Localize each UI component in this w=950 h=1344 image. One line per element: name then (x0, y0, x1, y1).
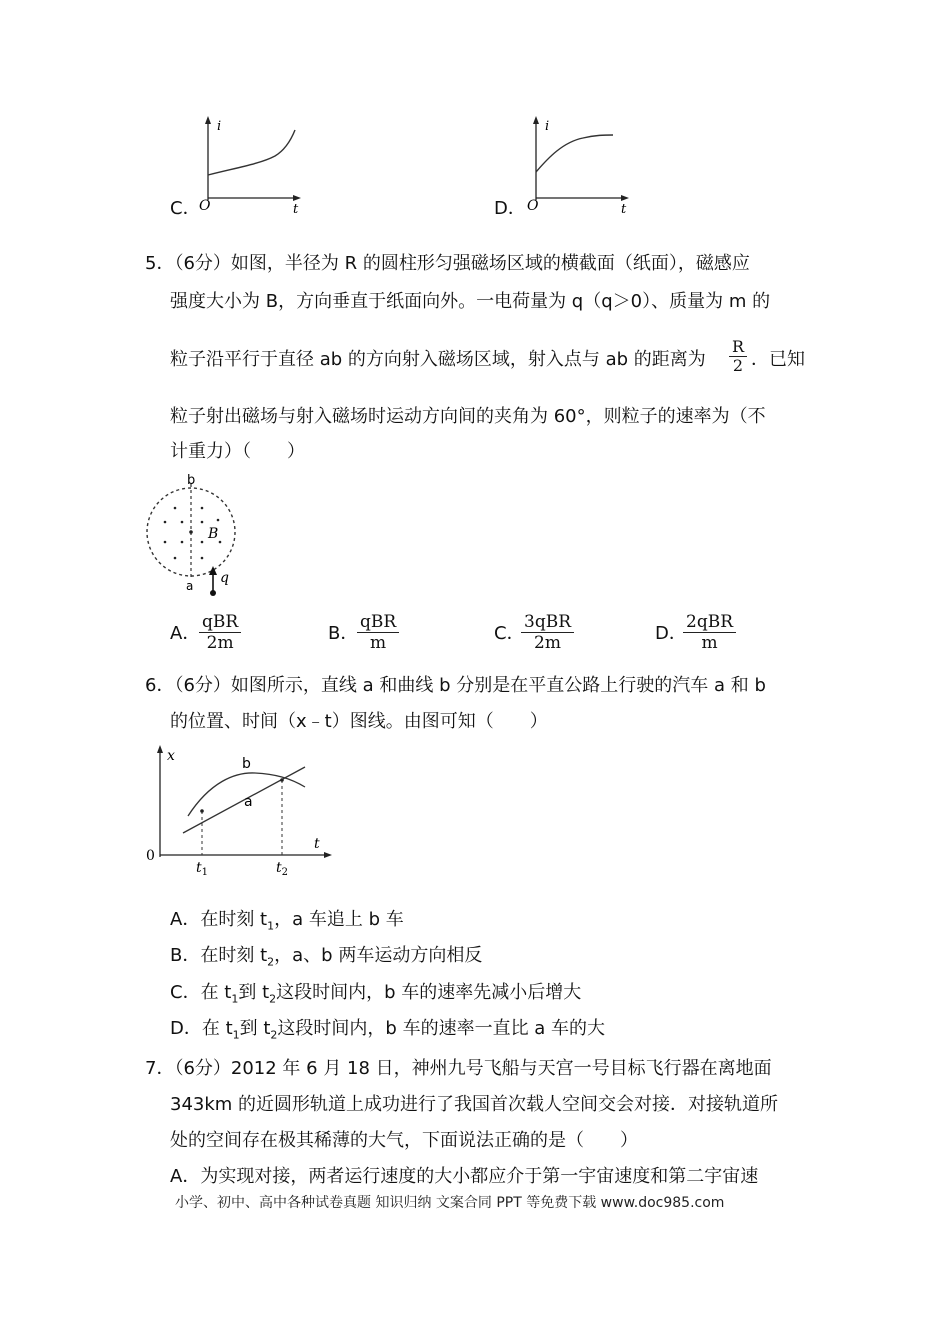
footer-watermark: 小学、初中、高中各种试卷真题 知识归纳 文案合同 PPT 等免费下载 www.doc985.com (175, 1195, 725, 1211)
q6-option-d-sub2: 2 (270, 1028, 278, 1042)
graph-c-origin: O (199, 198, 211, 214)
q6-t1-label: $t_1$ (196, 860, 209, 878)
q6-option-b (170, 944, 482, 975)
q6-option-d (170, 1017, 605, 1048)
graph-d-axis-x: t (621, 202, 627, 217)
graph-d-y-arrow (533, 116, 539, 124)
q6-intersection-2 (280, 778, 284, 782)
q6-y-arrow (157, 745, 163, 753)
q6-option-c (170, 981, 581, 1012)
q6-option-d-sub1: 1 (232, 1028, 240, 1042)
q5-option-c-fraction (521, 612, 574, 653)
q5-fraction-r-over-2 (729, 338, 747, 375)
graph-c-label: C． (170, 198, 201, 219)
q5-option-a-fraction (199, 612, 241, 653)
q6-label-a: a (244, 794, 253, 810)
q5-label-q: q (220, 570, 229, 586)
q5-option-d-den: m (701, 633, 718, 653)
q6-option-a (170, 908, 404, 939)
q5-label-B: B (208, 526, 219, 542)
q7-line-1: 7．（6分）2012 年 6 月 18 日，神州九号飞船与天宫一号目标飞行器在离地面 (145, 1058, 772, 1079)
q6-axis-t-label: t (314, 836, 320, 852)
q7-line-2: 343km 的近圆形轨道上成功进行了我国首次载人空间交会对接．对接轨道所 (170, 1094, 779, 1115)
q6-option-a-post: ，a 车追上 b 车 (274, 909, 404, 930)
q5-option-d-fraction (683, 612, 736, 653)
graph-d-curve (536, 135, 613, 172)
q5-option-b-label: B． (328, 623, 359, 644)
graph-c-axis-y: i (217, 119, 222, 134)
q6-option-d-post: 这段时间内，b 车的速率一直比 a 车的大 (277, 1018, 606, 1039)
q5-option-b-den: m (370, 633, 387, 653)
q7-option-a: A．为实现对接，两者运行速度的大小都应介于第一宇宙速度和第二宇宙速 (170, 1166, 759, 1187)
q6-option-b-sub: 2 (267, 955, 275, 969)
q5-velocity-arrowhead (209, 566, 217, 575)
q5-label-a: a (186, 579, 194, 593)
q5-option-c-label: C． (494, 623, 525, 644)
q5-line-2: 强度大小为 B，方向垂直于纸面向外。一电荷量为 q（q＞0）、质量为 m 的 (170, 291, 771, 312)
graph-c-curve (208, 130, 295, 175)
q6-option-d-mid: 到 t (239, 1018, 271, 1039)
q5-line-5: 计重力）（ ） (170, 441, 305, 462)
q6-option-a-pre: A．在时刻 t (170, 909, 268, 930)
q6-axis-x-label: x (167, 748, 175, 764)
q6-option-c-sub2: 2 (269, 992, 277, 1006)
q6-label-b: b (242, 756, 251, 772)
q5-option-b-fraction (357, 612, 399, 653)
graph-d-label: D． (494, 198, 526, 219)
q6-intersection-1 (200, 809, 204, 813)
q6-option-b-post: ，a、b 两车运动方向相反 (274, 945, 483, 966)
graph-c-y-arrow (205, 116, 211, 124)
graph-c-x-arrow (293, 195, 301, 201)
q5-option-a-label: A． (170, 623, 201, 644)
q6-line-1: 6．（6分）如图所示，直线 a 和曲线 b 分别是在平直公路上行驶的汽车 a 和 b (145, 675, 766, 696)
q5-charge-dot (210, 590, 216, 596)
graph-c-figure (195, 110, 310, 220)
graph-d-figure (523, 110, 638, 220)
q6-option-c-mid: 到 t (238, 982, 270, 1003)
q6-line-2: 的位置、时间（x﹣t）图线。由图可知（ ） (170, 711, 548, 732)
q5-option-c-den: 2m (534, 633, 561, 653)
q5-frac-den: 2 (732, 356, 744, 375)
graph-d-axis-y: i (545, 119, 550, 134)
q7-line-3: 处的空间存在极其稀薄的大气，下面说法正确的是（ ） (170, 1130, 638, 1151)
q5-frac-num: R (732, 337, 745, 356)
q5-line-3: 粒子沿平行于直径 ab 的方向射入磁场区域，射入点与 ab 的距离为 (170, 349, 706, 370)
q5-magnetic-field-figure (140, 470, 250, 600)
graph-d-origin: O (527, 198, 539, 214)
q6-t2-label: $t_2$ (276, 860, 289, 878)
q5-line-4: 粒子射出磁场与射入磁场时运动方向间的夹角为 60°，则粒子的速率为（不 (170, 406, 766, 427)
q6-option-b-pre: B．在时刻 t (170, 945, 268, 966)
q6-option-a-sub: 1 (267, 919, 275, 933)
graph-d-x-arrow (621, 195, 629, 201)
q5-option-b-num: qBR (360, 612, 397, 632)
q5-line-1: 5．（6分）如图，半径为 R 的圆柱形匀强磁场区域的横截面（纸面），磁感应 (145, 253, 750, 274)
q6-option-c-sub1: 1 (231, 992, 239, 1006)
q6-origin: 0 (146, 848, 155, 864)
q6-x-arrow (324, 852, 332, 858)
q5-line-3-end: ．已知 (751, 349, 805, 370)
q5-option-d-label: D． (655, 623, 687, 644)
q6-option-d-pre: D．在 t (170, 1018, 233, 1039)
graph-c-axis-x: t (293, 202, 299, 217)
q6-option-c-pre: C．在 t (170, 982, 232, 1003)
q5-option-d-num: 2qBR (686, 612, 733, 632)
q6-option-c-post: 这段时间内，b 车的速率先减小后增大 (276, 982, 582, 1003)
q5-option-a-num: qBR (202, 612, 239, 632)
q6-xt-graph (140, 740, 340, 880)
q5-option-a-den: 2m (206, 633, 234, 653)
q5-label-b: b (187, 473, 196, 488)
q5-option-c-num: 3qBR (524, 612, 571, 632)
